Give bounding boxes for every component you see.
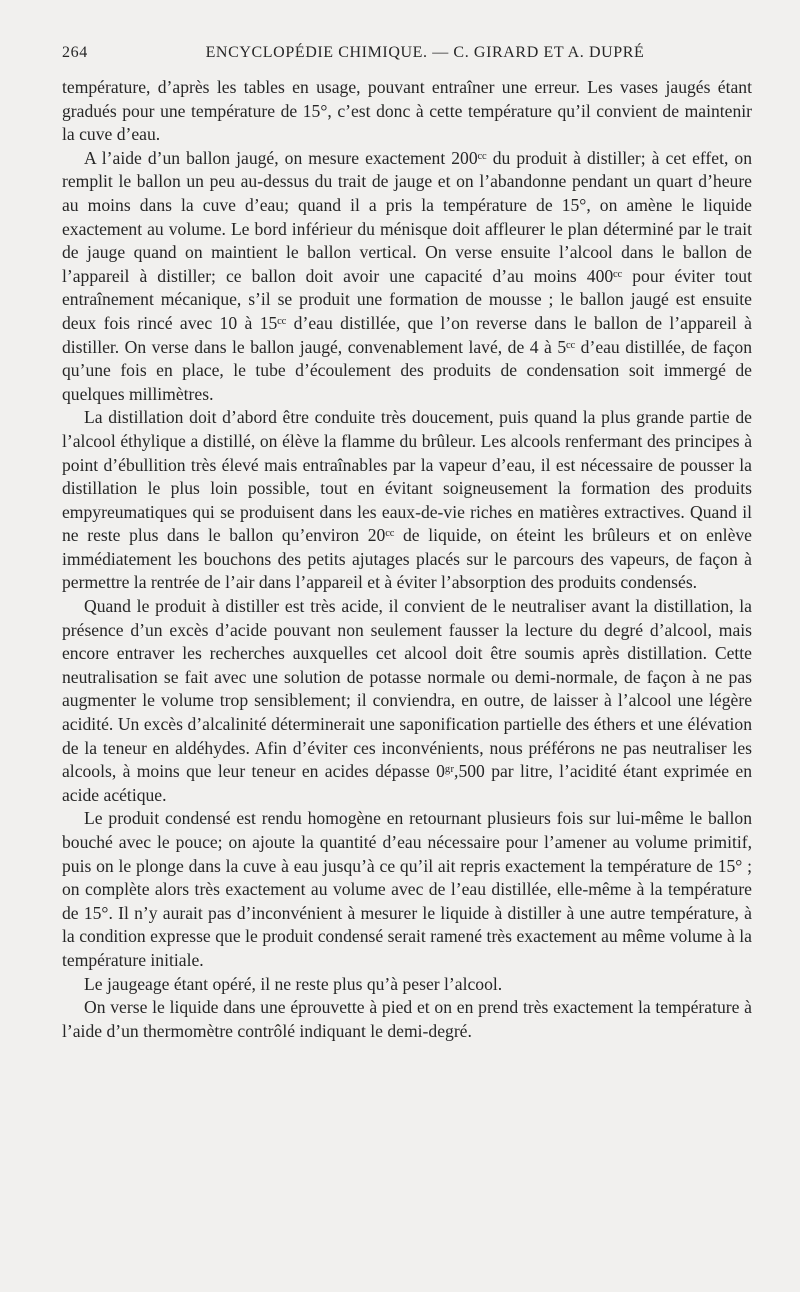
running-title: ENCYCLOPÉDIE CHIMIQUE. — C. GIRARD ET A. DUPRÉ <box>205 44 645 61</box>
paragraph: Quand le produit à distiller est très acide, il convient de le neutraliser avant la distillation, la présence d’un excès d’acide pouvant non seulement fausser la lecture du degré d’alcool, mais encore entraver les recherches auxquelles cet alcool doit être soumis après distillation. Cette neutralisation se fait avec une solution de potasse normale ou demi-normale, de façon à ne pas augmenter le volume trop sensiblement; il conviendra, en outre, de laisser à l’alcool une légère acidité. Un excès d’alcalinité déterminerait une saponification partielle des éthers et une élévation de la teneur en aldéhydes. Afin d’éviter ces inconvénients, nous préférons ne pas neutraliser les alcools, à moins que leur teneur en acides dépasse 0ᵍʳ,500 par litre, l’acidité étant exprimée en acide acétique. <box>62 596 752 805</box>
document-page <box>62 44 752 1043</box>
paragraph: Le jaugeage étant opéré, il ne reste plus qu’à peser l’alcool. <box>84 973 503 994</box>
page-number: 264 <box>62 44 88 61</box>
paragraph: A l’aide d’un ballon jaugé, on mesure exactement 200ᶜᶜ du produit à distiller; à cet effet, on remplit le ballon un peu au-dessus du trait de jauge et on l’abandonne pendant un quart d’heure au moins dans la cuve d’eau; quand il a pris la température de 15°, on amène le liquide exactement au volume. Le bord inférieur du ménisque doit affleurer le plan déterminé par le trait de jauge quand on maintient le ballon vertical. On verse ensuite l’alcool dans le ballon de l’appareil à distiller; ce ballon doit avoir une capacité d’au moins 400ᶜᶜ pour éviter tout entraînement mécanique, s’il se produit une formation de mousse ; le ballon jaugé est ensuite deux fois rincé avec 10 à 15ᶜᶜ d’eau distillée, que l’on reverse dans le ballon de l’appareil à distiller. On verse dans le ballon jaugé, convenablement lavé, de 4 à 5ᶜᶜ d’eau distillée, de façon qu’une fois en place, le tube d’écoulement des produits de condensation soit immergé de quelques millimètres. <box>62 147 752 404</box>
paragraph: On verse le liquide dans une éprouvette à pied et on en prend très exactement la température à l’aide d’un thermomètre contrôlé indiquant le demi-degré. <box>62 997 752 1041</box>
paragraph: La distillation doit d’abord être conduite très doucement, puis quand la plus grande partie de l’alcool éthylique a distillé, on élève la flamme du brûleur. Les alcools renfermant des principes à point d’ébullition très élevé mais entraînables par la vapeur d’eau, il est nécessaire de pousser la distillation le plus loin possible, tout en évitant soigneusement la formation des produits empyreumatiques qui se produisent dans les eaux-de-vie riches en matières extractives. Quand il ne reste plus dans le ballon qu’environ 20ᶜᶜ de liquide, on éteint les brûleurs et on enlève immédiatement les bouchons des petits ajutages placés sur le parcours des vapeurs, de façon à permettre la rentrée de l’air dans l’appareil et à éviter l’absorption des produits condensés. <box>62 407 752 593</box>
body-text <box>62 76 752 1043</box>
running-head <box>62 44 752 68</box>
paragraph: Le produit condensé est rendu homogène en retournant plusieurs fois sur lui-même le ballon bouché avec le pouce; on ajoute la quantité d’eau nécessaire pour l’amener au volume primitif, puis on le plonge dans la cuve à eau jusqu’à ce qu’il ait repris exactement la température de 15° ; on complète alors très exactement au volume avec de l’eau distillée, elle-même à la température de 15°. Il n’y aurait pas d’inconvénient à mesurer le liquide à distiller à une autre température, à la condition expresse que le produit condensé serait ramené très exactement au même volume à la température initiale. <box>62 808 752 970</box>
paragraph: température, d’après les tables en usage, pouvant entraîner une erreur. Les vases jaugés étant gradués pour une température de 15°, c’est donc à cette température qu’il convient de maintenir la cuve d’eau. <box>62 77 752 145</box>
